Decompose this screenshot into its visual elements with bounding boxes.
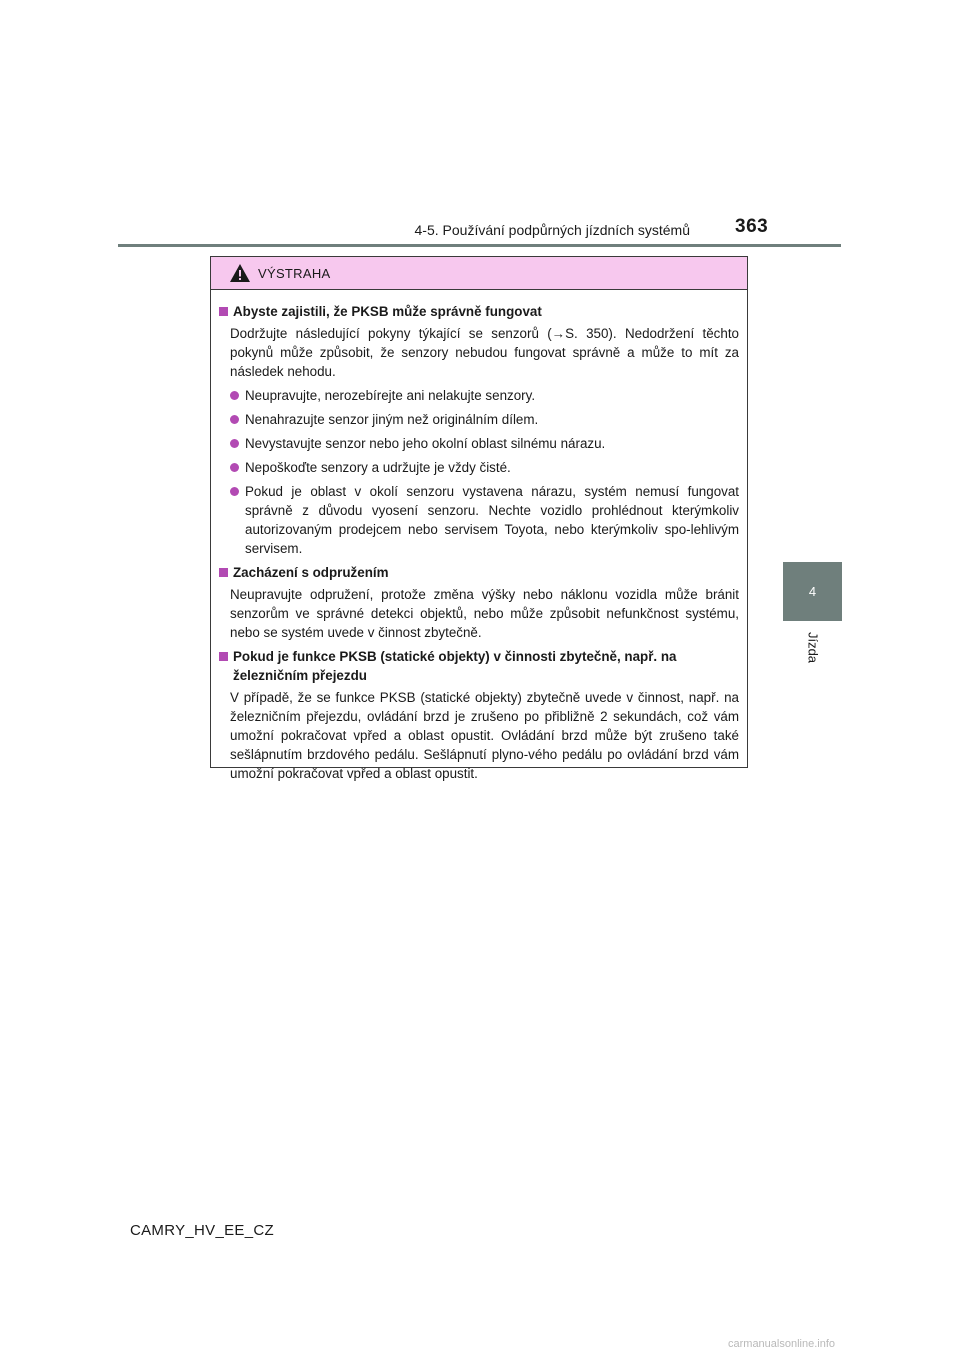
list-item: Pokud je oblast v okolí senzoru vystavena nárazu, systém nemusí fungovat správně z důvodu vyosení senzoru. Nechte vozidlo prohlédnout kterýmkoliv autorizovaným prodejcem nebo servisem Toyota, nebo kterýmkoliv spo-lehlivým servisem. — [219, 482, 739, 558]
warning-section-railway — [219, 647, 739, 783]
warning-section-suspension — [219, 563, 739, 642]
header-divider — [118, 244, 841, 247]
bullet-dot-icon — [230, 415, 239, 424]
list-item: Neupravujte, nerozebírejte ani nelakujte senzory. — [219, 386, 739, 405]
bullet-dot-icon — [230, 463, 239, 472]
warning-triangle-icon — [229, 263, 251, 283]
manual-code: CAMRY_HV_EE_CZ — [130, 1222, 274, 1239]
section-paragraph: V případě, že se funkce PKSB (statické objekty) zbytečně uvede v činnost, např. na železničním přejezdu, ovládání brzd je zrušeno po přibližně 2 sekundách, což vám umožní pokračovat vpřed a oblast opustit. Ovládání brzd může být zrušeno také sešlápnutím brzdového pedálu. Sešlápnutí plyno-vého pedálu po ovládání brzd vám umožní pokračovat vpřed a oblast opustit. — [230, 690, 739, 781]
chapter-number: 4 — [808, 584, 817, 599]
section-paragraph: Neupravujte odpružení, protože změna výšky nebo náklonu vozidla může bránit senzorům ve správné detekci objektů, nebo může způsobit nefunkčnost systému, nebo se systém uvede v činnost zbytečně. — [230, 587, 739, 640]
square-bullet-icon — [219, 652, 228, 661]
warning-body — [211, 290, 747, 783]
bullet-dot-icon — [230, 439, 239, 448]
section-heading: Pokud je funkce PKSB (statické objekty) v činnosti zbytečně, např. na železničním přejezdu — [219, 647, 739, 685]
list-item: Nevystavujte senzor nebo jeho okolní oblast silnému nárazu. — [219, 434, 739, 453]
section-heading: Zacházení s odpružením — [219, 563, 739, 582]
warning-section-pksb — [219, 302, 739, 558]
warning-header — [211, 257, 747, 290]
section-heading: Abyste zajistili, že PKSB může správně fungovat — [219, 302, 739, 321]
square-bullet-icon — [219, 568, 228, 577]
square-bullet-icon — [219, 307, 228, 316]
section-paragraph: Dodržujte následující pokyny týkající se senzorů (→S. 350). Nedodržení těchto pokynů může způsobit, že senzory nebudou fungovat správně a může to mít za následek nehodu. — [230, 326, 739, 379]
bullet-dot-icon — [230, 487, 239, 496]
warning-box — [210, 256, 748, 781]
page-number: 363 — [735, 216, 769, 237]
chapter-label: Jízda — [805, 631, 821, 664]
warning-title: VÝSTRAHA — [258, 265, 331, 281]
watermark: carmanualsonline.info — [728, 1338, 836, 1350]
list-item: Nenahrazujte senzor jiným než originálním dílem. — [219, 410, 739, 429]
section-title: 4-5. Používání podpůrných jízdních systémů — [414, 222, 690, 238]
bullet-dot-icon — [230, 391, 239, 400]
list-item: Nepoškoďte senzory a udržujte je vždy čisté. — [219, 458, 739, 477]
